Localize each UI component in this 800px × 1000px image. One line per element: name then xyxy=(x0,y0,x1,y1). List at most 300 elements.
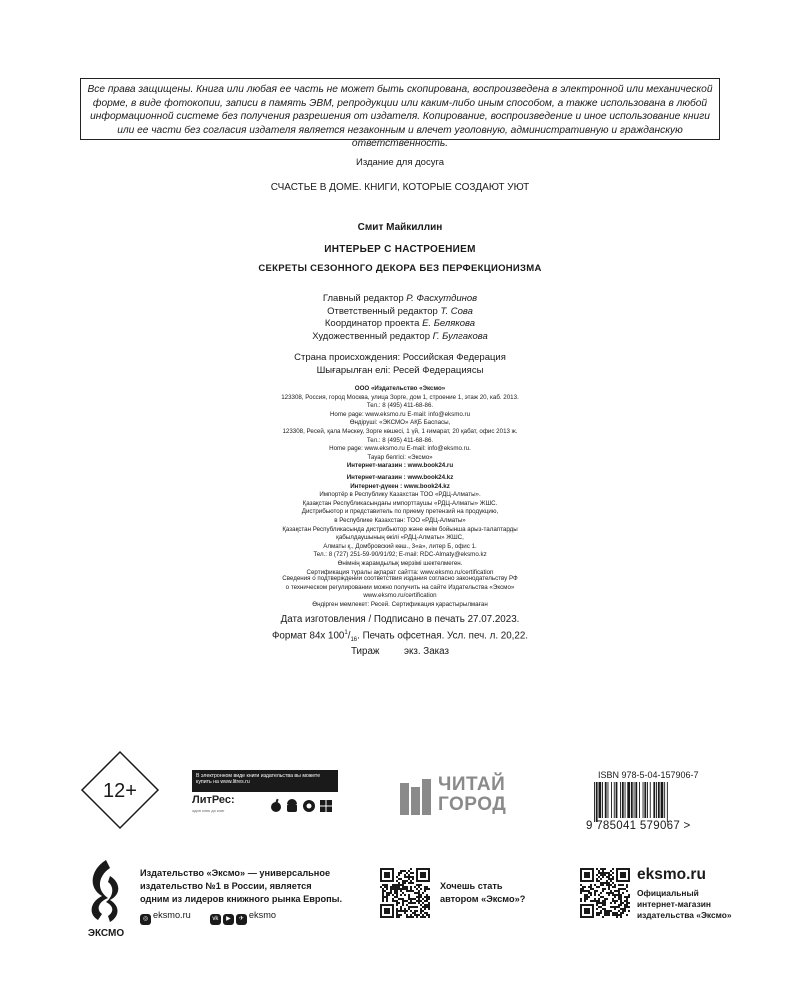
publisher-promo xyxy=(140,867,342,906)
qr-module xyxy=(404,886,406,888)
qr-module xyxy=(614,896,616,898)
qr-module xyxy=(406,876,408,878)
qr-module xyxy=(422,916,424,918)
fine-print-line: Home page: www.eksmo.ru E-mail: info@eksmo.ru xyxy=(329,410,471,418)
qr-module xyxy=(622,892,624,894)
qr-module xyxy=(586,898,588,900)
qr-module xyxy=(416,910,418,912)
qr-module xyxy=(418,884,420,886)
qr-module xyxy=(584,900,586,902)
qr-finder xyxy=(620,872,626,878)
qr-module xyxy=(418,894,420,896)
qr-module xyxy=(596,880,598,882)
qr-module xyxy=(624,896,626,898)
qr-module xyxy=(396,876,398,878)
qr-module xyxy=(412,878,414,880)
qr-module xyxy=(596,904,598,906)
age-rating-badge xyxy=(80,750,160,830)
qr-module xyxy=(394,890,396,892)
shop-line: Официальный xyxy=(637,888,699,898)
qr-module xyxy=(604,908,606,910)
fine-print-line: Home page: www.eksmo.ru E-mail: info@eksmo.ru. xyxy=(329,445,471,453)
barcode-bar xyxy=(605,782,607,818)
qr-module xyxy=(592,900,594,902)
barcode-bar xyxy=(631,782,633,818)
author-qr-code[interactable] xyxy=(380,868,430,918)
qr-module xyxy=(628,896,630,898)
qr-module xyxy=(606,876,608,878)
qr-module xyxy=(384,896,386,898)
qr-module xyxy=(426,912,428,914)
qr-module xyxy=(404,882,406,884)
barcode-bar xyxy=(658,782,660,818)
qr-module xyxy=(596,878,598,880)
qr-module xyxy=(386,900,388,902)
qr-module xyxy=(620,914,622,916)
publisher-promo-line: Издательство «Эксмо» — универсальное xyxy=(140,868,331,878)
qr-module xyxy=(392,894,394,896)
qr-module xyxy=(410,880,412,882)
publisher-promo-line: издательство №1 в России, является xyxy=(140,881,312,891)
qr-module xyxy=(604,900,606,902)
qr-module xyxy=(612,898,614,900)
qr-module xyxy=(408,890,410,892)
qr-module xyxy=(598,872,600,874)
qr-module xyxy=(382,896,384,898)
editor-name: Г. Булгакова xyxy=(432,330,488,342)
qr-module xyxy=(612,906,614,908)
chitai-gorod-mark xyxy=(398,777,434,817)
qr-module xyxy=(408,876,410,878)
barcode-bar xyxy=(611,782,612,818)
editor-role: Главный редактор xyxy=(322,293,404,304)
barcode-bar xyxy=(650,782,651,818)
qr-module xyxy=(402,904,404,906)
qr-module xyxy=(418,886,420,888)
qr-module xyxy=(618,898,620,900)
qr-module xyxy=(382,888,384,890)
qr-module xyxy=(398,914,400,916)
qr-module xyxy=(590,900,592,902)
qr-module xyxy=(400,888,402,890)
qr-module xyxy=(420,904,422,906)
qr-module xyxy=(420,884,422,886)
qr-module xyxy=(396,896,398,898)
fine-print-line: Алматы қ., Домбровский көш., 3«а», литер Б, офис 1. xyxy=(323,542,477,550)
qr-module xyxy=(426,904,428,906)
instagram-icon: ◎ xyxy=(140,914,151,925)
qr-module xyxy=(604,882,606,884)
qr-module xyxy=(418,914,420,916)
fine-print-line: Тауар белгісі: «Эксмо» xyxy=(367,453,433,461)
qr-module xyxy=(620,912,622,914)
qr-module xyxy=(398,916,400,918)
qr-module xyxy=(382,890,384,892)
qr-module xyxy=(616,890,618,892)
shop-url[interactable]: eksmo.ru xyxy=(637,866,706,883)
qr-module xyxy=(426,886,428,888)
chitai-gorod-logo xyxy=(398,775,538,819)
qr-module xyxy=(620,904,622,906)
qr-module xyxy=(402,888,404,890)
qr-module xyxy=(414,892,416,894)
qr-module xyxy=(608,894,610,896)
qr-module xyxy=(596,874,598,876)
qr-module xyxy=(622,910,624,912)
barcode-bar xyxy=(661,782,664,818)
qr-module xyxy=(596,912,598,914)
qr-module xyxy=(428,908,430,910)
eksmo-logo-text: ЭКСМО xyxy=(87,928,125,938)
social-handle-link[interactable]: eksmo xyxy=(248,910,276,920)
qr-module xyxy=(392,886,394,888)
qr-module xyxy=(586,894,588,896)
qr-module xyxy=(586,890,588,892)
qr-module xyxy=(416,914,418,916)
qr-module xyxy=(390,890,392,892)
fine-print-line: қабылдаушының өкілі «РДЦ-Алматы» ЖШС, xyxy=(336,534,464,542)
qr-module xyxy=(594,884,596,886)
qr-module xyxy=(606,914,608,916)
series-title: СЧАСТЬЕ В ДОМЕ. КНИГИ, КОТОРЫЕ СОЗДАЮТ УЮТ xyxy=(270,182,530,193)
qr-module xyxy=(588,896,590,898)
qr-module xyxy=(608,914,610,916)
qr-module xyxy=(384,886,386,888)
qr-module xyxy=(406,886,408,888)
qr-module xyxy=(604,914,606,916)
qr-module xyxy=(614,912,616,914)
qr-module xyxy=(414,902,416,904)
qr-module xyxy=(398,878,400,880)
qr-module xyxy=(596,890,598,892)
qr-module xyxy=(386,888,388,890)
qr-module xyxy=(416,884,418,886)
qr-module xyxy=(598,912,600,914)
qr-module xyxy=(412,898,414,900)
qr-module xyxy=(416,896,418,898)
qr-module xyxy=(422,906,424,908)
country-ru: Страна происхождения: Российская Федерация xyxy=(294,352,506,363)
qr-module xyxy=(404,870,406,872)
vk-icon: vk xyxy=(210,914,221,925)
qr-module xyxy=(408,898,410,900)
qr-module xyxy=(426,900,428,902)
qr-module xyxy=(424,908,426,910)
qr-module xyxy=(602,868,604,870)
barcode-bar xyxy=(620,782,621,818)
qr-module xyxy=(600,868,602,870)
qr-finder xyxy=(584,908,590,914)
qr-module xyxy=(586,896,588,898)
qr-module xyxy=(608,888,610,890)
qr-module xyxy=(626,886,628,888)
qr-module xyxy=(428,914,430,916)
app-store-icons xyxy=(268,798,338,814)
author-name: Смит Майкиллин xyxy=(357,222,443,233)
fine-print-line: Тел.: 8 (727) 251-59-90/91/92; E-mail: RDC-Almaty@eksmo.kz xyxy=(313,551,487,559)
qr-module xyxy=(406,872,408,874)
qr-module xyxy=(580,890,582,892)
qr-module xyxy=(598,880,600,882)
qr-module xyxy=(416,906,418,908)
barcode-bar xyxy=(664,782,665,818)
qr-module xyxy=(412,916,414,918)
qr-module xyxy=(612,878,614,880)
qr-module xyxy=(612,900,614,902)
barcode-bar xyxy=(644,782,646,818)
qr-module xyxy=(412,882,414,884)
qr-module xyxy=(420,896,422,898)
qr-module xyxy=(402,898,404,900)
qr-module xyxy=(406,904,408,906)
qr-module xyxy=(424,906,426,908)
print-dates: Дата изготовления / Подписано в печать 27.07.2023. xyxy=(280,614,520,625)
qr-module xyxy=(396,892,398,894)
qr-module xyxy=(414,886,416,888)
barcode-bar xyxy=(634,782,635,818)
qr-module xyxy=(418,902,420,904)
qr-module xyxy=(408,894,410,896)
qr-module xyxy=(602,884,604,886)
qr-module xyxy=(612,868,614,870)
qr-module xyxy=(426,894,428,896)
qr-module xyxy=(618,894,620,896)
qr-module xyxy=(596,868,598,870)
qr-module xyxy=(398,910,400,912)
qr-module xyxy=(386,884,388,886)
qr-module xyxy=(396,914,398,916)
qr-module xyxy=(606,910,608,912)
barcode-bar xyxy=(625,782,626,818)
qr-module xyxy=(400,872,402,874)
editor-role: Ответственный редактор xyxy=(327,305,438,317)
qr-module xyxy=(392,884,394,886)
qr-module xyxy=(618,904,620,906)
qr-module xyxy=(420,908,422,910)
qr-module xyxy=(404,894,406,896)
publisher-info xyxy=(0,385,800,471)
qr-finder xyxy=(384,872,390,878)
qr-module xyxy=(620,898,622,900)
qr-module xyxy=(406,914,408,916)
qr-module xyxy=(626,902,628,904)
qr-module xyxy=(608,884,610,886)
barcode-digits: 9 785041 579067 > xyxy=(586,820,691,832)
social-links xyxy=(140,910,276,925)
qr-module xyxy=(580,900,582,902)
qr-module xyxy=(396,912,398,914)
qr-module xyxy=(606,912,608,914)
qr-module xyxy=(580,898,582,900)
editor-line xyxy=(0,306,800,319)
qr-module xyxy=(406,890,408,892)
qr-module xyxy=(386,886,388,888)
qr-finder xyxy=(384,908,390,914)
qr-module xyxy=(598,900,600,902)
qr-module xyxy=(400,870,402,872)
qr-module xyxy=(596,902,598,904)
qr-module xyxy=(418,896,420,898)
qr-module xyxy=(626,884,628,886)
editor-name: Е. Белякова xyxy=(422,318,476,329)
qr-module xyxy=(398,882,400,884)
qr-module xyxy=(604,874,606,876)
qr-module xyxy=(414,914,416,916)
qr-module xyxy=(404,900,406,902)
qr-module xyxy=(602,876,604,878)
qr-module xyxy=(612,914,614,916)
qr-module xyxy=(606,898,608,900)
kazakhstan-info xyxy=(0,474,800,577)
qr-module xyxy=(394,886,396,888)
qr-module xyxy=(618,910,620,912)
qr-module xyxy=(602,874,604,876)
qr-module xyxy=(620,902,622,904)
qr-module xyxy=(398,886,400,888)
country-kz: Шығарылған елі: Ресей Федерациясы xyxy=(316,364,484,376)
qr-module xyxy=(608,892,610,894)
qr-module xyxy=(582,890,584,892)
litres-sub: один клик до книг xyxy=(192,808,225,813)
fine-print-line: Өндіруші: «ЭКСМО» АҚБ Баспасы, xyxy=(349,419,451,427)
qr-module xyxy=(628,902,630,904)
author-promo-line: автором «Эксмо»? xyxy=(440,893,526,904)
qr-module xyxy=(408,874,410,876)
qr-module xyxy=(402,870,404,872)
qr-module xyxy=(402,892,404,894)
qr-module xyxy=(616,906,618,908)
chitai-line2: ГОРОД xyxy=(438,794,507,815)
qr-module xyxy=(400,906,402,908)
qr-module xyxy=(618,896,620,898)
qr-module xyxy=(426,896,428,898)
qr-module xyxy=(410,898,412,900)
qr-module xyxy=(622,908,624,910)
qr-module xyxy=(588,886,590,888)
qr-module xyxy=(604,904,606,906)
qr-module xyxy=(606,884,608,886)
qr-module xyxy=(410,888,412,890)
qr-module xyxy=(612,876,614,878)
qr-module xyxy=(416,892,418,894)
fine-print-line: Қазақстан Республикасында дистрибьютор және өнім бойынша арыз-талаптарды xyxy=(282,525,518,533)
qr-module xyxy=(424,890,426,892)
qr-module xyxy=(420,900,422,902)
editor-role: Координатор проекта xyxy=(324,318,420,329)
qr-module xyxy=(410,902,412,904)
qr-module xyxy=(608,878,610,880)
qr-module xyxy=(614,886,616,888)
fine-print-line: Интернет-дүкен : www.book24.kz xyxy=(350,482,450,490)
qr-module xyxy=(628,906,630,908)
qr-module xyxy=(420,910,422,912)
qr-module xyxy=(590,884,592,886)
qr-module xyxy=(606,880,608,882)
qr-module xyxy=(412,912,414,914)
barcode-bar xyxy=(622,782,624,818)
qr-module xyxy=(582,886,584,888)
qr-module xyxy=(608,874,610,876)
qr-module xyxy=(580,892,582,894)
qr-module xyxy=(414,910,416,912)
eksmo-logo xyxy=(80,856,132,938)
qr-module xyxy=(612,872,614,874)
qr-finder xyxy=(420,872,426,878)
qr-module xyxy=(400,890,402,892)
qr-module xyxy=(624,910,626,912)
qr-module xyxy=(424,896,426,898)
format-prefix: Формат 84x 100 xyxy=(271,629,345,641)
qr-module xyxy=(614,914,616,916)
qr-module xyxy=(402,902,404,904)
qr-module xyxy=(596,908,598,910)
qr-module xyxy=(392,888,394,890)
qr-module xyxy=(620,896,622,898)
qr-module xyxy=(600,912,602,914)
qr-module xyxy=(420,894,422,896)
shop-line: издательства «Эксмо» xyxy=(637,910,732,920)
qr-module xyxy=(602,904,604,906)
qr-module xyxy=(410,916,412,918)
qr-module xyxy=(412,890,414,892)
qr-module xyxy=(428,896,430,898)
qr-module xyxy=(426,906,428,908)
qr-module xyxy=(410,886,412,888)
qr-module xyxy=(598,902,600,904)
qr-module xyxy=(610,878,612,880)
qr-module xyxy=(610,874,612,876)
author-promo xyxy=(440,880,525,905)
qr-module xyxy=(590,892,592,894)
qr-module xyxy=(388,892,390,894)
qr-module xyxy=(396,888,398,890)
qr-module xyxy=(626,914,628,916)
qr-module xyxy=(608,912,610,914)
qr-module xyxy=(590,894,592,896)
barcode-bar xyxy=(616,782,618,818)
qr-finder xyxy=(584,872,590,878)
social-site-link[interactable]: eksmo.ru xyxy=(153,910,191,920)
qr-module xyxy=(596,900,598,902)
qr-module xyxy=(396,890,398,892)
qr-module xyxy=(598,898,600,900)
qr-module xyxy=(626,890,628,892)
book-title: ИНТЕРЬЕР С НАСТРОЕНИЕМ xyxy=(324,244,476,255)
qr-module xyxy=(406,910,408,912)
qr-module xyxy=(404,912,406,914)
litres-banner: В электронном виде книги издательства вы можете купить на www.litres.ru xyxy=(192,770,338,792)
qr-module xyxy=(622,902,624,904)
qr-module xyxy=(404,910,406,912)
format-sup: 1 xyxy=(344,629,348,636)
qr-module xyxy=(408,882,410,884)
qr-module xyxy=(628,910,630,912)
eksmo-logo-mark-2 xyxy=(106,876,118,922)
qr-module xyxy=(428,916,430,918)
shop-qr-code[interactable] xyxy=(580,868,630,918)
fine-print-line: 123308, Ресей, қала Мәскеу, Зорге көшесі, 1 үй, 1 ғимарат, 20 қабат, офис 2013 ж. xyxy=(282,427,518,435)
qr-module xyxy=(598,894,600,896)
qr-module xyxy=(420,912,422,914)
qr-module xyxy=(614,906,616,908)
qr-module xyxy=(616,912,618,914)
qr-module xyxy=(584,898,586,900)
qr-module xyxy=(410,882,412,884)
qr-module xyxy=(380,886,382,888)
qr-module xyxy=(600,906,602,908)
qr-module xyxy=(608,910,610,912)
qr-module xyxy=(400,908,402,910)
